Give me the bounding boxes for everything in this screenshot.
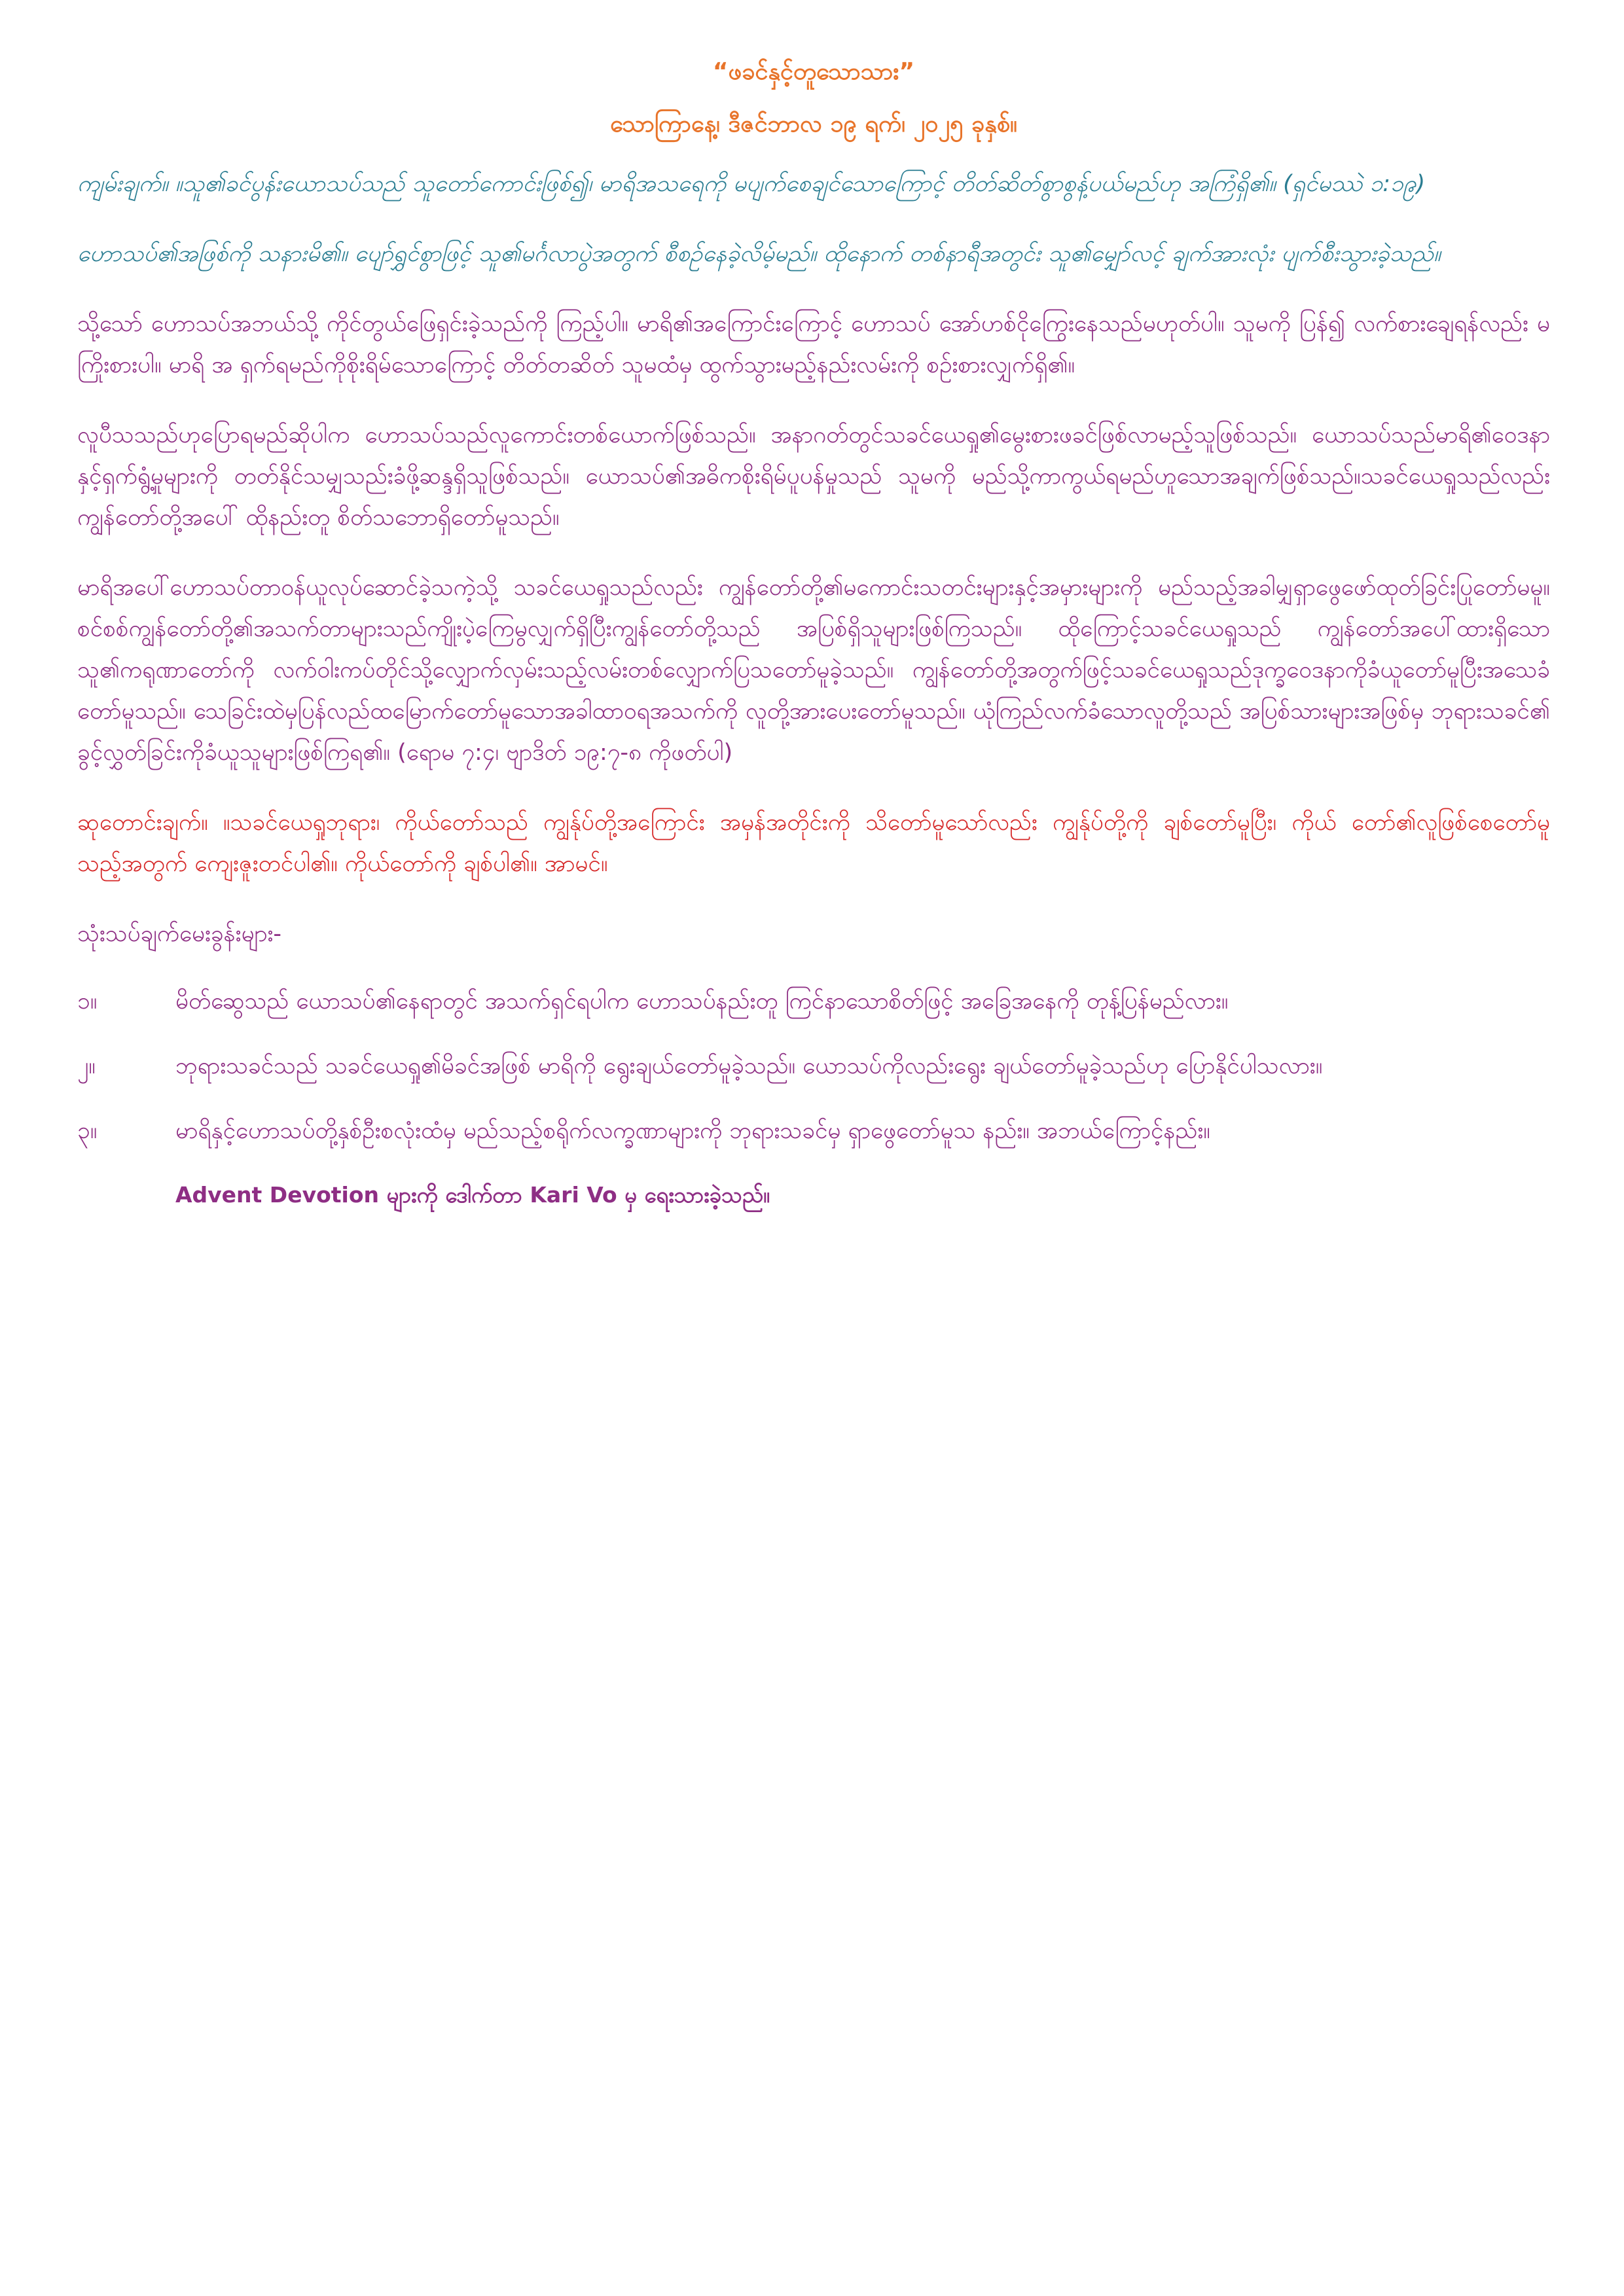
body-paragraph-2: လူပီသသည်ဟုပြောရမည်ဆိုပါက ဟောသပ်သည်လူကောင်းတစ်ယောက်ဖြစ်သည်။ အနာဂတ်တွင်သခင်ယေရှု၏မွေးစားဖခင်ဖြစ်လာမည့်သူဖြစ်သည်။ ယောသပ်သည်မာရိ၏ဝေဒနာနှင့်ရှက်ရွံ့မှုများကို တတ်နိုင်သမျှသည်းခံဖို့ဆန္ဒရှိသူဖြစ်သည်။ ယောသပ်၏အဓိကစိုးရိမ်ပူပန်မှုသည် သူမကို မည်သို့ကာကွယ်ရမည်ဟူသောအချက်ဖြစ်သည်။သခင်ယေရှုသည်လည်း ကျွန်တော်တို့အပေါ် ထိုနည်းတူ စိတ်သဘောရှိတော်မူသည်။ — [77, 422, 1550, 531]
question-text: မာရိနှင့်ဟောသပ်တို့နှစ်ဦးစလုံးထံမှ မည်သည့်စရိုက်လက္ခဏာများကို ဘုရားသခင်မှ ရှာဖွေတော်မူသ နည်း။ အဘယ်ကြောင့်နည်း။ — [175, 1118, 1210, 1144]
question-item-1 — [77, 981, 1550, 1022]
question-item-2 — [77, 1046, 1550, 1087]
question-number: ၃။ — [77, 1118, 98, 1144]
question-text: ဘုရားသခင်သည် သခင်ယေရှု၏မိခင်အဖြစ် မာရိကို ရွေးချယ်တော်မူခဲ့သည်။ ယောသပ်ကိုလည်းရွေး ချယ်တော်မူခဲ့သည်ဟု ပြောနိုင်ပါသလား။ — [175, 1053, 1323, 1079]
question-number: ၁။ — [77, 988, 98, 1014]
body-paragraph-1: သို့သော် ဟောသပ်အဘယ်သို့ ကိုင်တွယ်ဖြေရှင်းခဲ့သည်ကို ကြည့်ပါ။ မာရိ၏အကြောင်းကြောင့် ဟောသပ် အော်ဟစ်ငိုကြွေးနေသည်မဟုတ်ပါ။ သူမကို ပြန်၍ လက်စားချေရန်လည်း မကြိုးစားပါ။ မာရိ အ ရှက်ရမည်ကိုစိုးရိမ်သောကြောင့် တိတ်တဆိတ် သူမထံမှ ထွက်သွားမည့်နည်းလမ်းကို စဉ်းစားလျှက်ရှိ၏။ — [77, 311, 1550, 378]
document-date: သောကြာနေ့၊ ဒီဇင်ဘာလ ၁၉ ရက်၊ ၂၀၂၅ ခုနှစ်။ — [610, 111, 1017, 137]
document-title: “ဖခင်နှင့်တူသောသား” — [712, 58, 915, 85]
question-text: မိတ်ဆွေသည် ယောသပ်၏နေရာတွင် အသက်ရှင်ရပါက ဟောသပ်နည်းတူ ကြင်နာသောစိတ်ဖြင့် အခြေအနေကို တုန့်ပြန်မည်လား။ — [175, 988, 1229, 1014]
body-paragraph-3: မာရိအပေါ်ဟောသပ်တာဝန်ယူလုပ်ဆောင်ခဲ့သကဲ့သို့ သခင်ယေရှုသည်လည်း ကျွန်တော်တို့၏မကောင်းသတင်းများနှင့်အမှားများကို မည်သည့်အခါမျှရှာဖွေဖော်ထုတ်ခြင်းပြုတော်မမူ။ စင်စစ်ကျွန်တော်တို့၏အသက်တာများသည်ကျိုးပဲ့ကြေမွလျှက်ရှိပြီးကျွန်တော်တို့သည် အပြစ်ရှိသူများဖြစ်ကြသည်။ ထိုကြောင့်သခင်ယေရှုသည် ကျွန်တော်အပေါ်ထားရှိသောသူ၏ကရုဏာတော်ကို လက်ဝါးကပ်တိုင်သို့လျှောက်လှမ်းသည့်လမ်းတစ်လျှောက်ပြသတော်မူခဲ့သည်။ ကျွန်တော်တို့အတွက်ဖြင့်သခင်ယေရှုသည်ဒုက္ခဝေဒနာကိုခံယူတော်မူပြီးအသေခံတော်မူသည်။ သေခြင်းထဲမှပြန်လည်ထမြောက်တော်မူသောအခါထာဝရအသက်ကို လူတို့အားပေးတော်မူသည်။ ယုံကြည်လက်ခံသောလူတို့သည် အပြစ်သားများအဖြစ်မှ ဘုရားသခင်၏ ခွင့်လွှတ်ခြင်းကိုခံယူသူများဖြစ်ကြရ၏။ (ရောမ ၇:၄၊ ဗျာဒိတ် ၁၉:၇-၈ ကိုဖတ်ပါ) — [77, 575, 1550, 766]
document-page — [77, 52, 1550, 1215]
scripture-intro: ဟောသပ်၏အဖြစ်ကို သနားမိ၏။ ပျော်ရွှင်စွာဖြင့် သူ၏မင်္ဂလာပွဲအတွက် စီစဉ်နေခဲ့လိမ့်မည်။ ထိုနောက် တစ်နာရီအတွင်း သူ၏မျှော်လင့် ချက်အားလုံး ပျက်စီးသွားခဲ့သည်။ — [77, 241, 1441, 267]
question-item-3 — [77, 1111, 1550, 1152]
scripture-verse: ကျမ်းချက်။ ။သူ၏ခင်ပွန်းယောသပ်သည် သူတော်ကောင်းဖြစ်၍၊ မာရိအသရေကို မပျက်စေချင်သောကြောင့် တိတ်ဆိတ်စွာစွန့်ပယ်မည်ဟု အကြံရှိ၏။ (ရှင်မဿဲ ၁:၁၉) — [77, 171, 1426, 197]
questions-heading: သုံးသပ်ချက်မေးခွန်းများ- — [77, 921, 282, 947]
prayer-text: ဆုတောင်းချက်။ ။သခင်ယေရှုဘုရား၊ ကိုယ်တော်သည် ကျွန်ုပ်တို့အကြောင်း အမှန်အတိုင်းကို သိတော်မူသော်လည်း ကျွန်ုပ်တို့ကို ချစ်တော်မူပြီး၊ ကိုယ် တော်၏လူဖြစ်စေတော်မူသည့်အတွက် ကျေးဇူးတင်ပါ၏။ ကိုယ်တော်ကို ချစ်ပါ၏။ အာမင်။ — [77, 810, 1550, 877]
author-credit: Advent Devotion များကို ဒေါက်တာ Kari Vo မှ ရေးသားခဲ့သည်။ — [175, 1182, 770, 1208]
question-number: ၂။ — [77, 1053, 96, 1079]
